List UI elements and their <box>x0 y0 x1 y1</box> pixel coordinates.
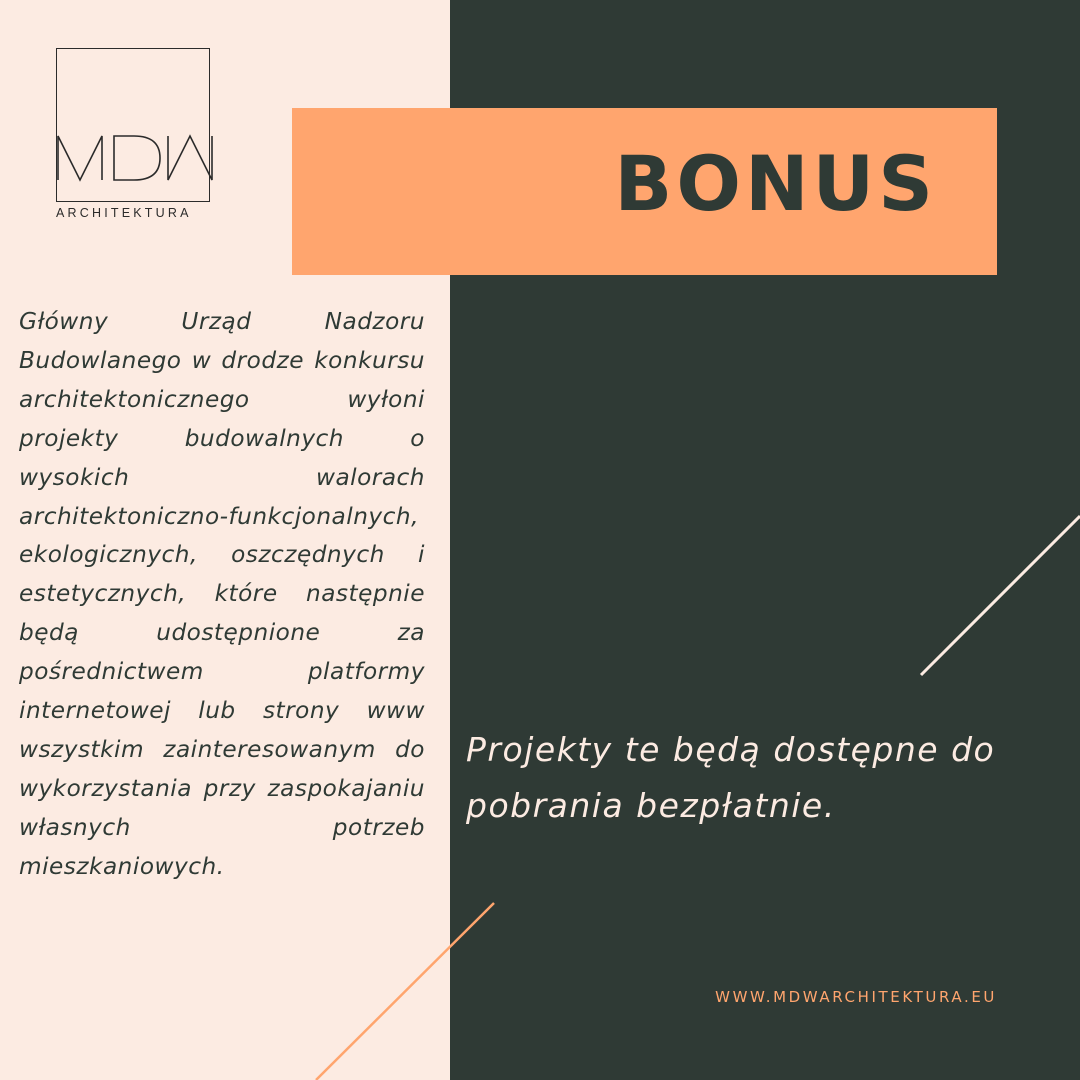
bonus-title: BONUS <box>614 139 937 228</box>
logo-mark-mdw-icon <box>56 130 216 186</box>
body-paragraph: Główny Urząd Nadzoru Budowlanego w drodze konkursu architektonicznego wyłoni projekty budowalnych o wysokich walorach architektoniczno-funkcjonalnych, ekologicznych, oszczędnych i estetycznych, które następnie będą udostępnione za pośrednictwem platformy internetowej lub strony www wszystkim zainteresowanym do wykorzystania przy zaspokajaniu własnych potrzeb mieszkaniowych. <box>19 308 425 880</box>
logo <box>56 48 216 228</box>
website-url: WWW.MDWARCHITEKTURA.EU <box>715 988 997 1006</box>
highlight-text: Projekty te będą dostępne do pobrania bezpłatnie. <box>466 730 996 825</box>
logo-subtitle: ARCHITEKTURA <box>56 206 192 220</box>
bonus-banner <box>292 108 997 275</box>
